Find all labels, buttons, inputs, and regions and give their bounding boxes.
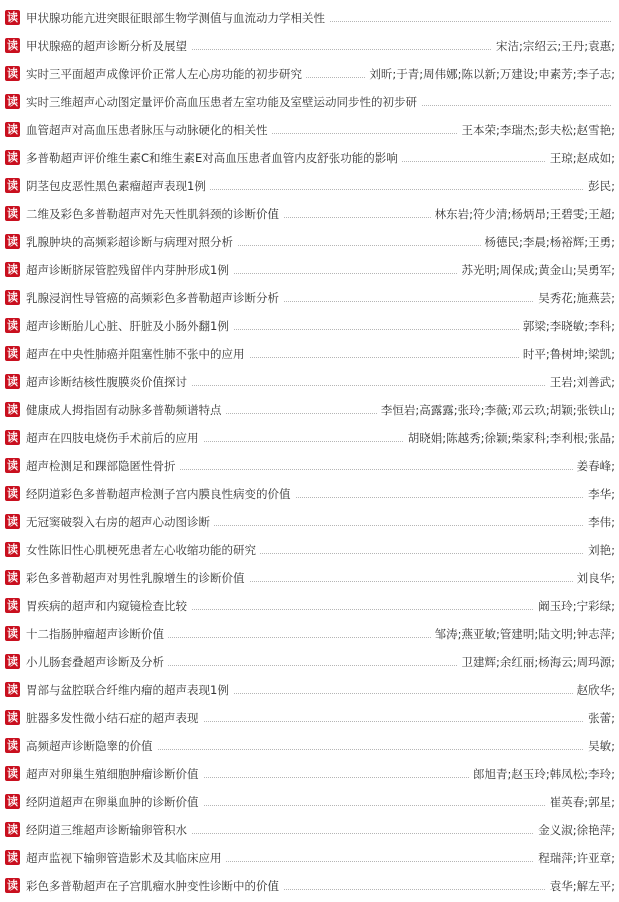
read-badge-icon[interactable]: 读 <box>7 879 18 892</box>
article-title-link[interactable]: 小儿肠套叠超声诊断及分析 <box>26 648 168 676</box>
article-title-link[interactable]: 十二指肠肿瘤超声诊断价值 <box>26 620 168 648</box>
read-badge-icon[interactable]: 读 <box>7 851 18 864</box>
list-item[interactable] <box>0 704 619 732</box>
list-item[interactable] <box>0 760 619 788</box>
article-authors: 时平;鲁树坤;梁凯; <box>519 340 615 368</box>
read-badge-icon[interactable]: 读 <box>7 599 18 612</box>
article-authors: 刘良华; <box>573 564 615 592</box>
article-title-link[interactable]: 二维及彩色多普勒超声对先天性肌斜颈的诊断价值 <box>26 200 283 228</box>
article-authors: 张蕾; <box>584 704 615 732</box>
article-title-link[interactable]: 女性陈旧性心肌梗死患者左心收缩功能的研究 <box>26 536 260 564</box>
article-authors: 彭民; <box>584 172 615 200</box>
read-badge-icon[interactable]: 读 <box>7 459 18 472</box>
article-title-link[interactable]: 超声监视下输卵管造影术及其临床应用 <box>26 844 226 872</box>
article-authors: 邹涛;燕亚敏;管建明;陆文明;钟志萍; <box>431 620 615 648</box>
article-title-link[interactable]: 血管超声对高血压患者脉压与动脉硬化的相关性 <box>26 116 272 144</box>
read-badge-icon[interactable]: 读 <box>7 403 18 416</box>
article-authors: 苏光明;周保成;黄金山;吴勇军; <box>458 256 616 284</box>
article-title-link[interactable]: 多普勒超声评价维生素C和维生素E对高血压患者血管内皮舒张功能的影响 <box>26 144 402 172</box>
article-authors: 刘昕;于青;周伟娜;陈以新;万建设;申素芳;李子志; <box>365 60 615 88</box>
article-authors: 崔英春;郭星; <box>546 788 615 816</box>
read-badge-icon[interactable]: 读 <box>7 431 18 444</box>
article-title-link[interactable]: 超声在中央性肺癌并阻塞性肺不张中的应用 <box>26 340 249 368</box>
article-authors: 李伟; <box>584 508 615 536</box>
list-item[interactable] <box>0 592 619 620</box>
list-item[interactable] <box>0 116 619 144</box>
list-item[interactable] <box>0 508 619 536</box>
read-badge-icon[interactable]: 读 <box>7 823 18 836</box>
list-item[interactable] <box>0 200 619 228</box>
read-badge-icon[interactable]: 读 <box>7 795 18 808</box>
list-item[interactable] <box>0 368 619 396</box>
read-badge-icon[interactable]: 读 <box>7 291 18 304</box>
read-badge-icon[interactable]: 读 <box>7 123 18 136</box>
read-badge-icon[interactable]: 读 <box>7 235 18 248</box>
article-title-link[interactable]: 彩色多普勒超声在子宫肌瘤水肿变性诊断中的价值 <box>26 872 283 900</box>
article-title-link[interactable]: 超声检测足和踝部隐匿性骨折 <box>26 452 180 480</box>
list-item[interactable] <box>0 256 619 284</box>
list-item[interactable] <box>0 172 619 200</box>
article-title-link[interactable]: 超声在四肢电烧伤手术前后的应用 <box>26 424 203 452</box>
read-badge-icon[interactable]: 读 <box>7 319 18 332</box>
article-authors: 卫建辉;余红丽;杨海云;周玛源; <box>458 648 616 676</box>
list-item[interactable] <box>0 872 619 900</box>
article-title-link[interactable]: 超声诊断胎儿心脏、肝脏及小肠外翻1例 <box>26 312 233 340</box>
list-item[interactable] <box>0 60 619 88</box>
article-title-link[interactable]: 乳腺肿块的高频彩超诊断与病理对照分析 <box>26 228 237 256</box>
article-authors: 宋洁;宗绍云;王丹;袁惠; <box>492 32 615 60</box>
article-title-link[interactable]: 经阴道彩色多普勒超声检测子宫内膜良性病变的价值 <box>26 480 295 508</box>
read-badge-icon[interactable]: 读 <box>7 179 18 192</box>
article-authors: 杨德民;李晨;杨裕辉;王勇; <box>481 228 616 256</box>
article-title-link[interactable]: 实时三维超声心动图定量评价高血压患者左室功能及室壁运动同步性的初步研 <box>26 88 421 116</box>
read-badge-icon[interactable]: 读 <box>7 655 18 668</box>
article-title-link[interactable]: 脏器多发性微小结石症的超声表现 <box>26 704 203 732</box>
article-authors: 姜春峰; <box>573 452 615 480</box>
read-badge-icon[interactable]: 读 <box>7 11 18 24</box>
article-title-link[interactable]: 胃部与盆腔联合纤维内瘤的超声表现1例 <box>26 676 233 704</box>
article-title-link[interactable]: 超声诊断脐尿管腔残留伴内芽肿形成1例 <box>26 256 233 284</box>
article-authors: 王琼;赵成如; <box>546 144 615 172</box>
read-badge-icon[interactable]: 读 <box>7 39 18 52</box>
read-badge-icon[interactable]: 读 <box>7 739 18 752</box>
article-authors: 金义淑;徐艳萍; <box>534 816 615 844</box>
read-badge-icon[interactable]: 读 <box>7 627 18 640</box>
article-authors: 刘艳; <box>584 536 615 564</box>
read-badge-icon[interactable]: 读 <box>7 207 18 220</box>
read-badge-icon[interactable]: 读 <box>7 151 18 164</box>
list-item[interactable] <box>0 536 619 564</box>
article-title-link[interactable]: 彩色多普勒超声对男性乳腺增生的诊断价值 <box>26 564 249 592</box>
list-item[interactable] <box>0 32 619 60</box>
article-title-link[interactable]: 超声对卵巢生殖细胞肿瘤诊断价值 <box>26 760 203 788</box>
article-title-link[interactable]: 阴茎包皮恶性黑色素瘤超声表现1例 <box>26 172 210 200</box>
article-authors: 袁华;解左平; <box>546 872 615 900</box>
read-badge-icon[interactable]: 读 <box>7 263 18 276</box>
article-authors: 赵欣华; <box>573 676 615 704</box>
list-item[interactable] <box>0 676 619 704</box>
list-item[interactable] <box>0 732 619 760</box>
article-authors: 王本荣;李瑞杰;彭夫松;赵雪艳; <box>458 116 616 144</box>
list-item[interactable] <box>0 480 619 508</box>
read-badge-icon[interactable]: 读 <box>7 683 18 696</box>
list-item[interactable] <box>0 396 619 424</box>
article-authors: 郭梁;李晓敏;李科; <box>519 312 615 340</box>
read-badge-icon[interactable]: 读 <box>7 95 18 108</box>
list-item[interactable] <box>0 648 619 676</box>
list-item[interactable] <box>0 620 619 648</box>
article-authors: 阚玉玲;宁彩绿; <box>534 592 615 620</box>
article-title-link[interactable]: 甲状腺癌的超声诊断分析及展望 <box>26 32 191 60</box>
article-title-link[interactable]: 甲状腺功能亢进突眼征眼部生物学测值与血流动力学相关性 <box>26 4 329 32</box>
read-badge-icon[interactable]: 读 <box>7 67 18 80</box>
article-authors: 胡晓娟;陈越秀;徐颖;柴家科;李利根;张晶; <box>404 424 615 452</box>
list-item[interactable] <box>0 816 619 844</box>
list-item[interactable] <box>0 424 619 452</box>
article-authors: 林东岩;符少清;杨炳昂;王碧雯;王超; <box>431 200 615 228</box>
article-title-link[interactable]: 实时三平面超声成像评价正常人左心房功能的初步研究 <box>26 60 306 88</box>
article-title-link[interactable]: 胃疾病的超声和内窥镜检查比较 <box>26 592 191 620</box>
read-badge-icon[interactable]: 读 <box>7 487 18 500</box>
read-badge-icon[interactable]: 读 <box>7 711 18 724</box>
article-authors: 郎旭青;赵玉玲;韩凤松;李玲; <box>469 760 615 788</box>
article-title-link[interactable]: 乳腺浸润性导管癌的高频彩色多普勒超声诊断分析 <box>26 284 283 312</box>
article-authors: 吴秀花;施燕芸; <box>534 284 615 312</box>
read-badge-icon[interactable]: 读 <box>7 375 18 388</box>
list-item[interactable] <box>0 340 619 368</box>
list-item[interactable] <box>0 312 619 340</box>
article-title-link[interactable]: 健康成人拇指固有动脉多普勒频谱特点 <box>26 396 226 424</box>
list-item[interactable] <box>0 144 619 172</box>
list-item[interactable] <box>0 564 619 592</box>
read-badge-icon[interactable]: 读 <box>7 347 18 360</box>
read-badge-icon[interactable]: 读 <box>7 515 18 528</box>
article-authors: 程瑞萍;许亚章; <box>534 844 615 872</box>
list-item[interactable] <box>0 88 619 116</box>
list-item[interactable] <box>0 228 619 256</box>
article-authors: 李华; <box>584 480 615 508</box>
list-item[interactable] <box>0 844 619 872</box>
read-badge-icon[interactable]: 读 <box>7 543 18 556</box>
article-title-link[interactable]: 经阴道三维超声诊断输卵管积水 <box>26 816 191 844</box>
list-item[interactable] <box>0 452 619 480</box>
article-authors: 吴敏; <box>584 732 615 760</box>
list-item[interactable] <box>0 4 619 32</box>
list-item[interactable] <box>0 284 619 312</box>
read-badge-icon[interactable]: 读 <box>7 571 18 584</box>
read-badge-icon[interactable]: 读 <box>7 767 18 780</box>
article-authors: 王岩;刘善武; <box>546 368 615 396</box>
article-title-link[interactable]: 超声诊断结核性腹膜炎价值探讨 <box>26 368 191 396</box>
article-title-link[interactable]: 高频超声诊断隐睾的价值 <box>26 732 157 760</box>
article-title-link[interactable]: 经阴道超声在卵巢血肿的诊断价值 <box>26 788 203 816</box>
article-title-link[interactable]: 无冠窦破裂入右房的超声心动图诊断 <box>26 508 214 536</box>
list-item[interactable] <box>0 788 619 816</box>
article-authors: 李恒岩;高露露;张玲;李薇;邓云玖;胡颖;张铁山; <box>377 396 615 424</box>
